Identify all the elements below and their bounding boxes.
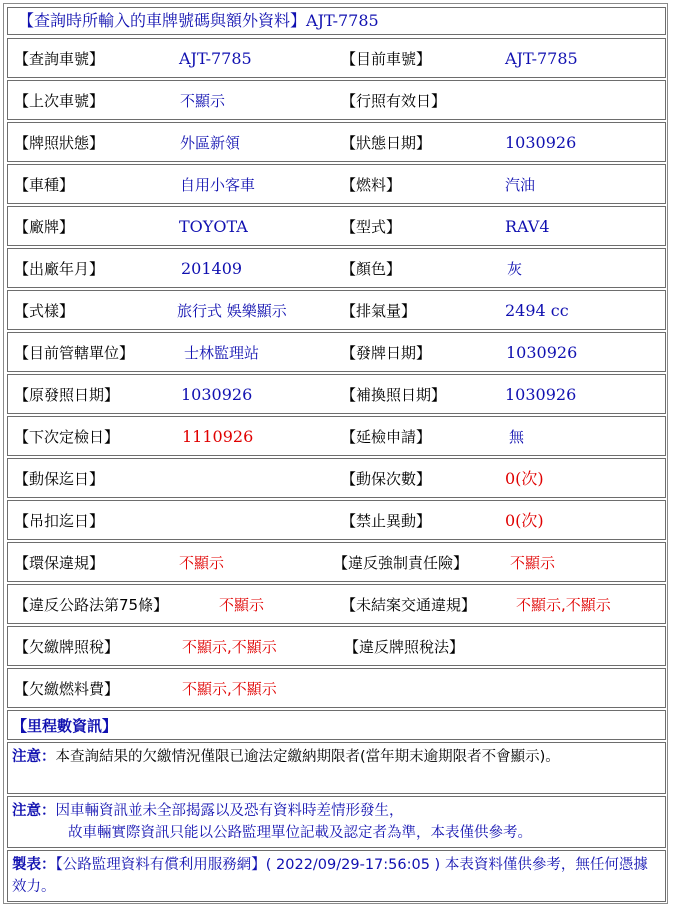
row-unpaid-license-tax	[7, 626, 666, 666]
label-highway-law-violation: 【違反公路法第75條】	[14, 596, 169, 614]
label-status-date: 【狀態日期】	[341, 134, 432, 152]
report-title-plate: AJT-7785	[306, 11, 379, 30]
label-license-valid-date: 【行照有效日】	[341, 92, 447, 110]
value-displacement: 2494 cc	[505, 301, 569, 320]
footer-text: 本表資料僅供參考，無任何憑據效力。	[12, 857, 648, 895]
row-environmental-violation	[7, 542, 666, 582]
row-suspension-end	[7, 500, 666, 540]
value-unpaid-fuel-fee: 不顯示,不顯示	[182, 680, 277, 698]
note-disclaimer-line2: 故車輛實際資訊只能以公路監理單位記載及認定者為準，本表僅供參考。	[68, 825, 532, 841]
label-brand: 【廠牌】	[14, 218, 75, 236]
mileage-title: 【里程數資訊】	[12, 717, 118, 735]
label-replacement-license-date: 【補換照日期】	[341, 386, 447, 404]
report-title-text: 【查詢時所輸入的車牌號碼與額外資料】	[18, 11, 307, 30]
label-transfer-prohibited: 【禁止異動】	[341, 512, 432, 530]
value-query-plate: AJT-7785	[179, 49, 252, 68]
note-disclaimer	[12, 800, 661, 844]
row-highway-law-violation	[7, 584, 666, 624]
label-next-inspection: 【下次定檢日】	[14, 428, 120, 446]
label-compulsory-insurance-violation: 【違反強制責任險】	[333, 554, 469, 572]
value-replacement-license-date: 1030926	[505, 385, 577, 404]
footer-note	[12, 854, 661, 898]
note-overdue-head: 注意：	[12, 749, 56, 765]
label-manufacture-date: 【出廠年月】	[14, 260, 105, 278]
footer-service-name: 【公路監理資料有償利用服務網】	[55, 857, 266, 873]
label-lien-count: 【動保次數】	[341, 470, 432, 488]
label-suspension-end-date: 【吊扣迄日】	[14, 512, 105, 530]
value-inspection-extension: 無	[509, 428, 525, 446]
row-previous-plate	[7, 80, 666, 120]
note-disclaimer-head: 注意：	[12, 803, 56, 819]
report-title	[18, 8, 379, 34]
row-plate	[7, 38, 666, 78]
value-body-style: 旅行式 娛樂顯示	[177, 302, 287, 320]
footer-timestamp: ( 2022/09/29-17:56:05 )	[265, 857, 441, 873]
label-original-license-date: 【原發照日期】	[14, 386, 120, 404]
label-environmental-violation: 【環保違規】	[14, 554, 105, 572]
value-color: 灰	[507, 260, 523, 278]
value-model: RAV4	[505, 217, 550, 236]
note-overdue-row	[7, 742, 666, 794]
note-disclaimer-row	[7, 796, 666, 848]
note-overdue	[12, 746, 661, 768]
footer-row	[7, 850, 666, 902]
row-body-style	[7, 290, 666, 330]
value-previous-plate: 不顯示	[180, 92, 226, 110]
value-highway-law-violation: 不顯示	[219, 596, 265, 614]
value-brand: TOYOTA	[179, 217, 248, 236]
value-issue-date: 1030926	[506, 343, 578, 362]
value-plate-status: 外區新領	[180, 134, 241, 152]
value-jurisdiction: 士林監理站	[184, 344, 260, 362]
label-displacement: 【排氣量】	[341, 302, 417, 320]
value-pending-traffic-violation: 不顯示,不顯示	[516, 596, 611, 614]
row-original-license-date	[7, 374, 666, 414]
value-environmental-violation: 不顯示	[179, 554, 225, 572]
label-plate-status: 【牌照狀態】	[14, 134, 105, 152]
value-manufacture-date: 201409	[181, 259, 243, 278]
label-license-tax-violation: 【違反牌照稅法】	[344, 638, 465, 656]
label-previous-plate: 【上次車號】	[14, 92, 105, 110]
label-fuel: 【燃料】	[341, 176, 402, 194]
label-vehicle-type: 【車種】	[14, 176, 75, 194]
label-color: 【顏色】	[341, 260, 402, 278]
value-lien-count: 0(次)	[505, 469, 544, 488]
row-jurisdiction	[7, 332, 666, 372]
value-fuel: 汽油	[505, 176, 536, 194]
note-disclaimer-line1: 因車輛資訊並未全部揭露以及恐有資料時差情形發生，	[55, 803, 404, 819]
value-vehicle-type: 自用小客車	[180, 176, 256, 194]
label-inspection-extension: 【延檢申請】	[341, 428, 432, 446]
label-query-plate: 【查詢車號】	[14, 50, 105, 68]
row-plate-status	[7, 122, 666, 162]
report-title-row	[7, 7, 666, 35]
footer-head: 製表：	[12, 857, 56, 873]
value-original-license-date: 1030926	[181, 385, 253, 404]
mileage-row	[7, 710, 666, 740]
label-jurisdiction: 【目前管轄單位】	[14, 344, 135, 362]
row-lien-end	[7, 458, 666, 498]
label-model: 【型式】	[341, 218, 402, 236]
label-issue-date: 【發牌日期】	[341, 344, 432, 362]
value-unpaid-license-tax: 不顯示,不顯示	[182, 638, 277, 656]
value-status-date: 1030926	[505, 133, 577, 152]
row-unpaid-fuel-fee	[7, 668, 666, 708]
label-current-plate: 【目前車號】	[341, 50, 432, 68]
label-body-style: 【式樣】	[14, 302, 75, 320]
value-transfer-prohibited: 0(次)	[505, 511, 544, 530]
label-unpaid-fuel-fee: 【欠繳燃料費】	[14, 680, 120, 698]
row-next-inspection	[7, 416, 666, 456]
row-manufacture-date	[7, 248, 666, 288]
label-lien-end-date: 【動保迄日】	[14, 470, 105, 488]
note-overdue-text: 本查詢結果的欠繳情況僅限已逾法定繳納期限者(當年期末逾期限者不會顯示)。	[55, 749, 560, 765]
value-next-inspection: 1110926	[182, 427, 254, 446]
value-compulsory-insurance-violation: 不顯示	[510, 554, 556, 572]
value-current-plate: AJT-7785	[505, 49, 578, 68]
row-vehicle-type	[7, 164, 666, 204]
label-pending-traffic-violation: 【未結案交通違規】	[341, 596, 477, 614]
row-brand	[7, 206, 666, 246]
label-unpaid-license-tax: 【欠繳牌照稅】	[14, 638, 120, 656]
